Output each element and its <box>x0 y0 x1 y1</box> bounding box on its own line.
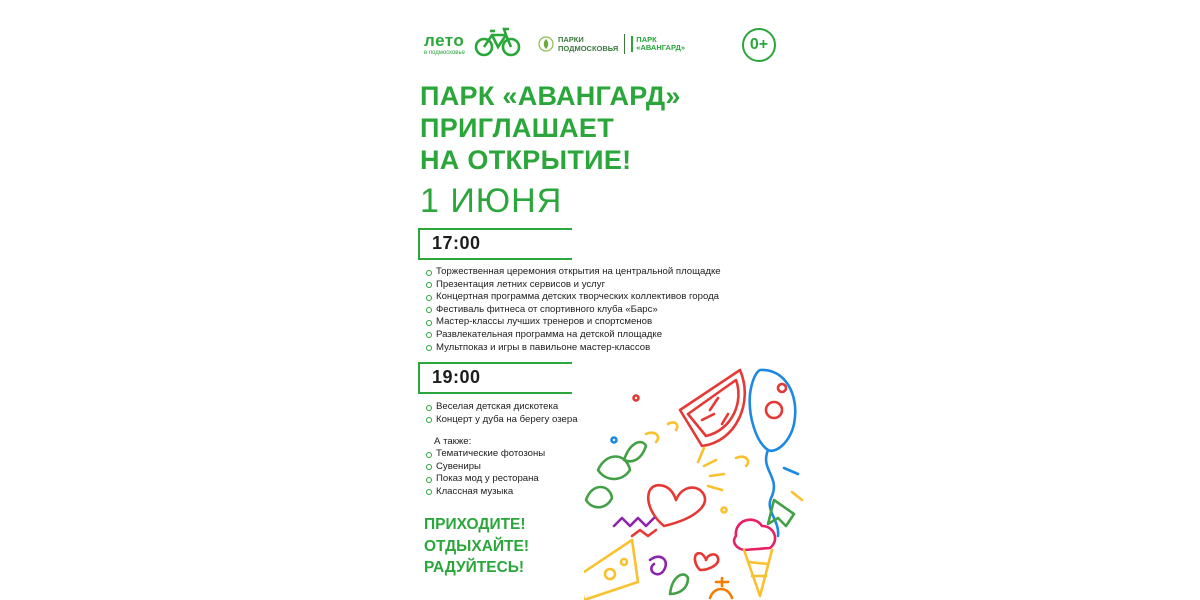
time-1700: 17:00 <box>432 233 481 253</box>
time-block-1 <box>418 228 572 260</box>
avangard-line1: ПАРК <box>636 35 657 44</box>
leto-subtitle: в подмосковье <box>424 50 465 56</box>
list-item: Презентация летних сервисов и услуг <box>426 279 721 292</box>
list-item: Веселая детская дискотека <box>426 401 578 414</box>
headline-line1: ПАРК «АВАНГАРД» <box>420 81 681 111</box>
list-item: Развлекательная программа на детской площадке <box>426 329 721 342</box>
time-rule-bottom <box>418 392 572 394</box>
time-1900: 19:00 <box>432 367 481 387</box>
schedule-list-2 <box>426 401 578 426</box>
time-bar <box>418 230 420 258</box>
logo-divider <box>624 34 625 54</box>
leaf-emblem-icon <box>538 36 554 52</box>
headline-line2: ПРИГЛАШАЕТ <box>420 113 615 143</box>
schedule-list-1 <box>426 266 721 354</box>
bicycle-icon <box>474 26 522 58</box>
call-line1: ПРИХОДИТЕ! <box>424 516 526 533</box>
avangard-line2: «АВАНГАРД» <box>636 43 685 52</box>
event-poster <box>388 0 812 600</box>
also-label: А также: <box>434 436 472 447</box>
list-item: Мастер-классы лучших тренеров и спортсменов <box>426 316 721 329</box>
leto-logo <box>424 32 465 57</box>
parks-podmoskovya-logo <box>538 34 685 54</box>
parks-line1: ПАРКИ <box>558 35 584 44</box>
schedule-list-3 <box>426 448 545 498</box>
list-item: Тематические фотозоны <box>426 448 545 461</box>
decorative-food-illustration <box>584 350 812 600</box>
event-date: 1 ИЮНЯ <box>420 182 563 220</box>
headline-line3: НА ОТКРЫТИЕ! <box>420 145 632 175</box>
time-rule-bottom <box>418 258 572 260</box>
heart-icon <box>648 485 705 526</box>
list-item: Концерт у дуба на берегу озера <box>426 414 578 427</box>
call-line2: ОТДЫХАЙТЕ! <box>424 537 529 555</box>
call-line3: РАДУЙТЕСЬ! <box>424 559 525 576</box>
list-item: Классная музыка <box>426 486 545 499</box>
list-item: Показ мод у ресторана <box>426 473 545 486</box>
park-avangard-logo <box>631 36 685 52</box>
list-item: Торжественная церемония открытия на центральной площадке <box>426 266 721 279</box>
list-item: Концертная программа детских творческих коллективов города <box>426 291 721 304</box>
time-bar <box>418 364 420 392</box>
list-item: Сувениры <box>426 461 545 474</box>
headline <box>420 80 681 176</box>
time-block-2 <box>418 362 572 394</box>
balloon-icon <box>750 370 796 451</box>
list-item: Фестиваль фитнеса от спортивного клуба «Барс» <box>426 304 721 317</box>
call-to-action <box>424 514 529 579</box>
list-item: Мультпоказ и игры в павильоне мастер-классов <box>426 342 721 355</box>
age-rating-badge: 0+ <box>742 28 776 62</box>
parks-line2: ПОДМОСКОВЬЯ <box>558 44 619 53</box>
leto-word: лето <box>424 31 465 50</box>
